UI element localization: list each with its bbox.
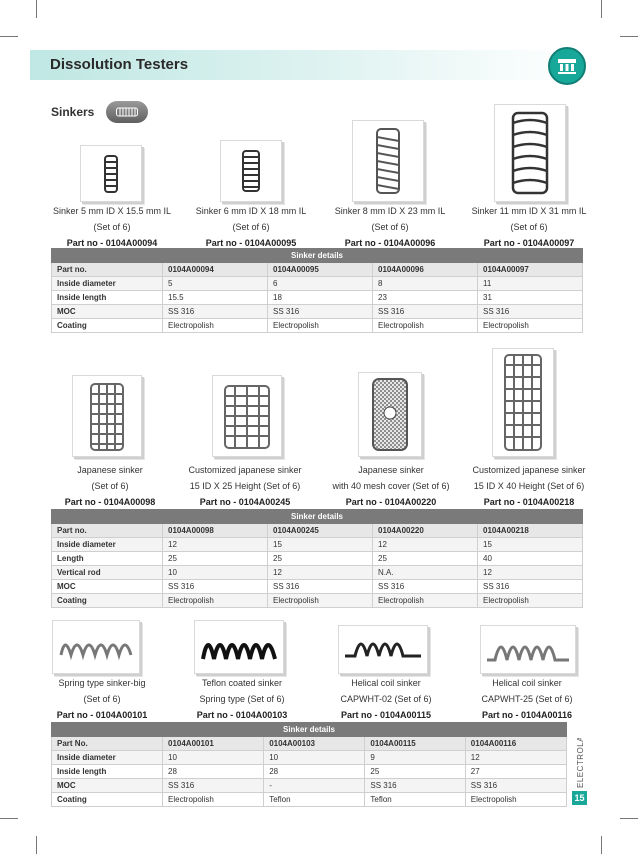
caption-item [181, 203, 321, 251]
caption-line1: Customized japanese sinker [188, 465, 302, 475]
table-cell: 0104A00097 [478, 263, 583, 277]
table-cell: 0104A00095 [268, 263, 373, 277]
page-number: 15 [572, 791, 587, 805]
caption-item [32, 675, 172, 723]
part-number: Part no - 0104A00103 [196, 710, 288, 720]
table-cell: 0104A00098 [163, 524, 268, 538]
table-cell: 0104A00218 [478, 524, 583, 538]
table-cell: 0104A00094 [163, 263, 268, 277]
crop-mark [36, 0, 37, 18]
brand-logo [572, 738, 586, 790]
table-cell: SS 316 [478, 580, 583, 594]
table-row [52, 319, 583, 333]
caption-line1: Customized japanese sinker [472, 465, 586, 475]
section-title: Sinkers [51, 105, 95, 119]
table-cell: SS 316 [268, 580, 373, 594]
table-cell: 0104A00245 [268, 524, 373, 538]
caption-item [175, 462, 315, 510]
table-cell: SS 316 [163, 779, 264, 793]
caption-item [316, 675, 456, 723]
page-title: Dissolution Testers [50, 56, 189, 73]
table-cell: 40 [478, 552, 583, 566]
table-cell: 12 [478, 566, 583, 580]
table-cell: Coating [52, 793, 163, 807]
table-cell: 12 [373, 538, 478, 552]
caption-item [172, 675, 312, 723]
table-cell: 8 [373, 277, 478, 291]
table-cell: SS 316 [268, 305, 373, 319]
caption-item [459, 203, 599, 251]
caption-line2: CAPWHT-25 (Set of 6) [481, 694, 573, 704]
caption-line2: (Set of 6) [510, 222, 548, 232]
table-cell: SS 316 [373, 580, 478, 594]
caption-item [320, 203, 460, 251]
table-cell: - [264, 779, 365, 793]
caption-line2: CAPWHT-02 (Set of 6) [340, 694, 432, 704]
crop-mark [620, 818, 638, 819]
table-cell: 28 [163, 765, 264, 779]
caption-item [457, 675, 597, 723]
customized-japanese-sinker-25-image [212, 375, 282, 457]
table-cell: Coating [52, 319, 163, 333]
table-cell: 0104A00101 [163, 737, 264, 751]
table-cell: 15 [478, 538, 583, 552]
crop-mark [601, 836, 602, 854]
table-cell: Electropolish [478, 594, 583, 608]
table-cell: 9 [365, 751, 465, 765]
part-number: Part no - 0104A00245 [199, 497, 291, 507]
table-title: Sinker details [52, 510, 583, 524]
sinker-6mm-image [220, 140, 282, 202]
japanese-sinker-image [72, 375, 142, 457]
table-cell: SS 316 [163, 580, 268, 594]
table-cell: 23 [373, 291, 478, 305]
crop-mark [620, 36, 638, 37]
helical-coil-sinker-02-image [338, 625, 428, 674]
sinker-details-table [51, 722, 567, 807]
table-cell: Inside diameter [52, 751, 163, 765]
table-cell: Electropolish [268, 319, 373, 333]
caption-line2: with 40 mesh cover (Set of 6) [332, 481, 450, 491]
caption-line2: 15 ID X 25 Height (Set of 6) [189, 481, 301, 491]
sinker-11mm-image [494, 104, 566, 202]
table-cell: Electropolish [373, 594, 478, 608]
table-cell: Electropolish [163, 594, 268, 608]
table-cell: 15 [268, 538, 373, 552]
caption-line2: (Set of 6) [91, 481, 129, 491]
table-row [52, 263, 583, 277]
caption-item [321, 462, 461, 510]
caption-line1: Teflon coated sinker [201, 678, 283, 688]
table-cell: 28 [264, 765, 365, 779]
sinker-icon [106, 101, 148, 123]
caption-line1: Sinker 5 mm ID X 15.5 mm IL [52, 206, 172, 216]
table-cell: 11 [478, 277, 583, 291]
table-cell: MOC [52, 580, 163, 594]
table-cell: 10 [163, 566, 268, 580]
table-cell: Electropolish [268, 594, 373, 608]
brand-text: ELECTROLAB [576, 738, 585, 788]
table-cell: 27 [465, 765, 566, 779]
dissolution-tester-icon [548, 47, 586, 85]
caption-line1: Spring type sinker-big [58, 678, 146, 688]
table-row [52, 594, 583, 608]
table-cell: 0104A00096 [373, 263, 478, 277]
table-cell: Part no. [52, 263, 163, 277]
table-cell: MOC [52, 305, 163, 319]
caption-line2: 15 ID X 40 Height (Set of 6) [473, 481, 585, 491]
part-number: Part no - 0104A00220 [345, 497, 437, 507]
caption-line1: Sinker 6 mm ID X 18 mm IL [195, 206, 307, 216]
table-cell: 25 [373, 552, 478, 566]
caption-line1: Japanese sinker [358, 465, 424, 475]
crop-mark [0, 36, 18, 37]
caption-line1: Sinker 8 mm ID X 23 mm IL [334, 206, 446, 216]
part-number: Part no - 0104A00218 [483, 497, 575, 507]
table-cell: Vertical rod [52, 566, 163, 580]
table-title: Sinker details [52, 249, 583, 263]
table-cell: SS 316 [465, 779, 566, 793]
table-row [52, 277, 583, 291]
table-row [52, 765, 567, 779]
mesh-cover-sinker-image [358, 372, 422, 457]
caption-item [40, 462, 180, 510]
table-cell: 6 [268, 277, 373, 291]
part-number: Part no - 0104A00116 [481, 710, 573, 720]
table-row [52, 779, 567, 793]
caption-line1: Japanese sinker [77, 465, 143, 475]
table-row [52, 538, 583, 552]
table-cell: Inside diameter [52, 277, 163, 291]
table-cell: 0104A00220 [373, 524, 478, 538]
part-number: Part no - 0104A00097 [483, 238, 575, 248]
caption-line2: (Set of 6) [371, 222, 409, 232]
table-cell: 10 [163, 751, 264, 765]
table-cell: MOC [52, 779, 163, 793]
table-cell: Inside length [52, 291, 163, 305]
table-cell: Inside length [52, 765, 163, 779]
part-number: Part no - 0104A00095 [205, 238, 297, 248]
table-row [52, 793, 567, 807]
caption-line2: (Set of 6) [83, 694, 121, 704]
table-cell: Inside diameter [52, 538, 163, 552]
table-cell: 5 [163, 277, 268, 291]
part-number: Part no - 0104A00101 [56, 710, 148, 720]
table-cell: Electropolish [373, 319, 478, 333]
table-cell: Electropolish [465, 793, 566, 807]
caption-line1: Sinker 11 mm ID X 31 mm IL [471, 206, 587, 216]
crop-mark [601, 0, 602, 18]
sinker-details-table [51, 509, 583, 608]
table-cell: Electropolish [478, 319, 583, 333]
table-cell: 10 [264, 751, 365, 765]
table-cell: 25 [163, 552, 268, 566]
table-cell: SS 316 [478, 305, 583, 319]
sinker-8mm-image [352, 120, 424, 202]
caption-line1: Helical coil sinker [492, 678, 562, 688]
caption-line2: Spring type (Set of 6) [199, 694, 285, 704]
table-cell: 0104A00115 [365, 737, 465, 751]
table-cell: Part No. [52, 737, 163, 751]
table-title: Sinker details [52, 723, 567, 737]
caption-line1: Helical coil sinker [351, 678, 421, 688]
part-number: Part no - 0104A00096 [344, 238, 436, 248]
spring-sinker-big-image [52, 620, 140, 674]
table-row [52, 580, 583, 594]
table-cell: 0104A00116 [465, 737, 566, 751]
caption-line2: (Set of 6) [232, 222, 270, 232]
sinker-details-table [51, 248, 583, 333]
table-cell: 31 [478, 291, 583, 305]
table-cell: Teflon [365, 793, 465, 807]
table-cell: N.A. [373, 566, 478, 580]
table-row [52, 291, 583, 305]
part-number: Part no - 0104A00098 [64, 497, 156, 507]
table-row [52, 737, 567, 751]
table-cell: Electropolish [163, 319, 268, 333]
teflon-coated-sinker-image [194, 620, 284, 674]
table-cell: SS 316 [373, 305, 478, 319]
table-cell: 25 [268, 552, 373, 566]
customized-japanese-sinker-40-image [492, 348, 554, 457]
caption-item [459, 462, 599, 510]
table-cell: SS 316 [365, 779, 465, 793]
table-cell: Length [52, 552, 163, 566]
table-cell: Coating [52, 594, 163, 608]
table-row [52, 751, 567, 765]
table-cell: SS 316 [163, 305, 268, 319]
crop-mark [0, 818, 18, 819]
part-number: Part no - 0104A00094 [66, 238, 158, 248]
table-cell: 12 [465, 751, 566, 765]
table-cell: 0104A00103 [264, 737, 365, 751]
table-row [52, 566, 583, 580]
crop-mark [36, 836, 37, 854]
table-cell: 12 [268, 566, 373, 580]
caption-line2: (Set of 6) [93, 222, 131, 232]
table-cell: 18 [268, 291, 373, 305]
table-cell: 25 [365, 765, 465, 779]
table-row [52, 524, 583, 538]
table-cell: Electropolish [163, 793, 264, 807]
table-cell: Part no. [52, 524, 163, 538]
caption-item [42, 203, 182, 251]
sinker-5mm-image [80, 145, 142, 202]
part-number: Part no - 0104A00115 [340, 710, 432, 720]
table-cell: 15.5 [163, 291, 268, 305]
table-cell: 12 [163, 538, 268, 552]
table-row [52, 552, 583, 566]
helical-coil-sinker-25-image [480, 625, 576, 674]
table-cell: Teflon [264, 793, 365, 807]
table-row [52, 305, 583, 319]
